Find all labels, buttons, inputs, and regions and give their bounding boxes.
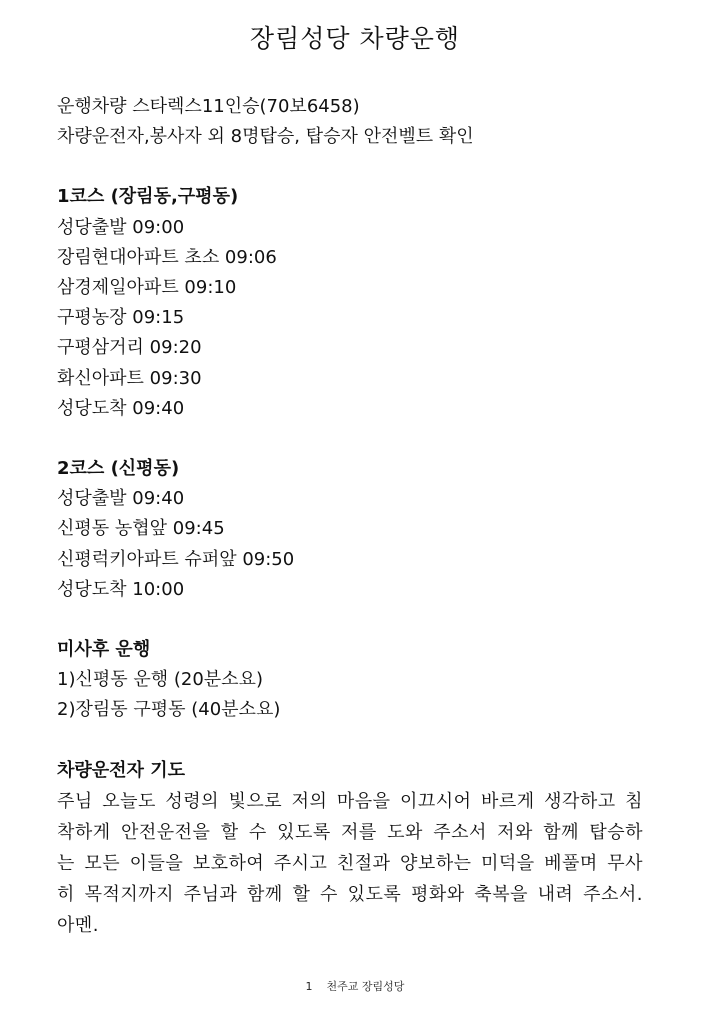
page-footer <box>0 978 710 994</box>
course-2-stop: 신평럭키아파트 슈퍼앞 09:50 <box>57 548 295 570</box>
course-2-heading: 2코스 (신평동) <box>57 458 180 480</box>
after-mass-item: 1)신평동 운행 (20분소요) <box>57 669 263 691</box>
driver-prayer-section <box>57 756 643 941</box>
course-2-stop: 성당도착 10:00 <box>57 578 185 600</box>
course-1-stop: 구평삼거리 09:20 <box>57 337 202 359</box>
course-1-stop: 삼경제일아파트 09:10 <box>57 277 237 299</box>
course-1-heading: 1코스 (장림동,구평동) <box>57 186 239 208</box>
vehicle-line: 운행차량 스타렉스11인승(70보6458) <box>57 96 360 117</box>
footer-text: 천주교 장림성당 <box>326 980 405 993</box>
prayer-text: 주님 오늘도 성령의 빛으로 저의 마음을 이끄시어 바르게 생각하고 침착하게 안전운전을 할 수 있도록 저를 도와 주소서 저와 함께 탑승하는 모든 이들을 보호하여 주시고 친절과 양보하는 미덕을 베풀며 무사히 목적지까지 주님과 함께 할 수 있도록 평화와 축복을 내려 주소서. 아멘. <box>57 790 643 936</box>
course-2-section <box>57 454 643 605</box>
after-mass-heading: 미사후 운행 <box>57 639 151 661</box>
course-2-stop: 신평동 농협앞 09:45 <box>57 518 225 540</box>
page-title: 장림성당 차량운행 <box>249 24 461 53</box>
page-number: 1 <box>305 980 313 993</box>
after-mass-item: 2)장림동 구평동 (40분소요) <box>57 699 281 721</box>
after-mass-section <box>57 635 643 726</box>
course-1-stop: 성당출발 09:00 <box>57 216 185 238</box>
course-1-stop: 구평농장 09:15 <box>57 307 185 329</box>
course-2-stop: 성당출발 09:40 <box>57 488 185 510</box>
course-1-section <box>57 182 643 424</box>
prayer-heading: 차량운전자 기도 <box>57 759 185 781</box>
course-1-stop: 장림현대아파트 초소 09:06 <box>57 246 277 268</box>
passenger-line: 차량운전자,봉사자 외 8명탑승, 탑승자 안전벨트 확인 <box>57 126 474 148</box>
course-1-stop: 화신아파트 09:30 <box>57 367 202 389</box>
course-1-stop: 성당도착 09:40 <box>57 397 185 419</box>
document-body <box>57 92 643 941</box>
vehicle-info <box>57 92 643 152</box>
